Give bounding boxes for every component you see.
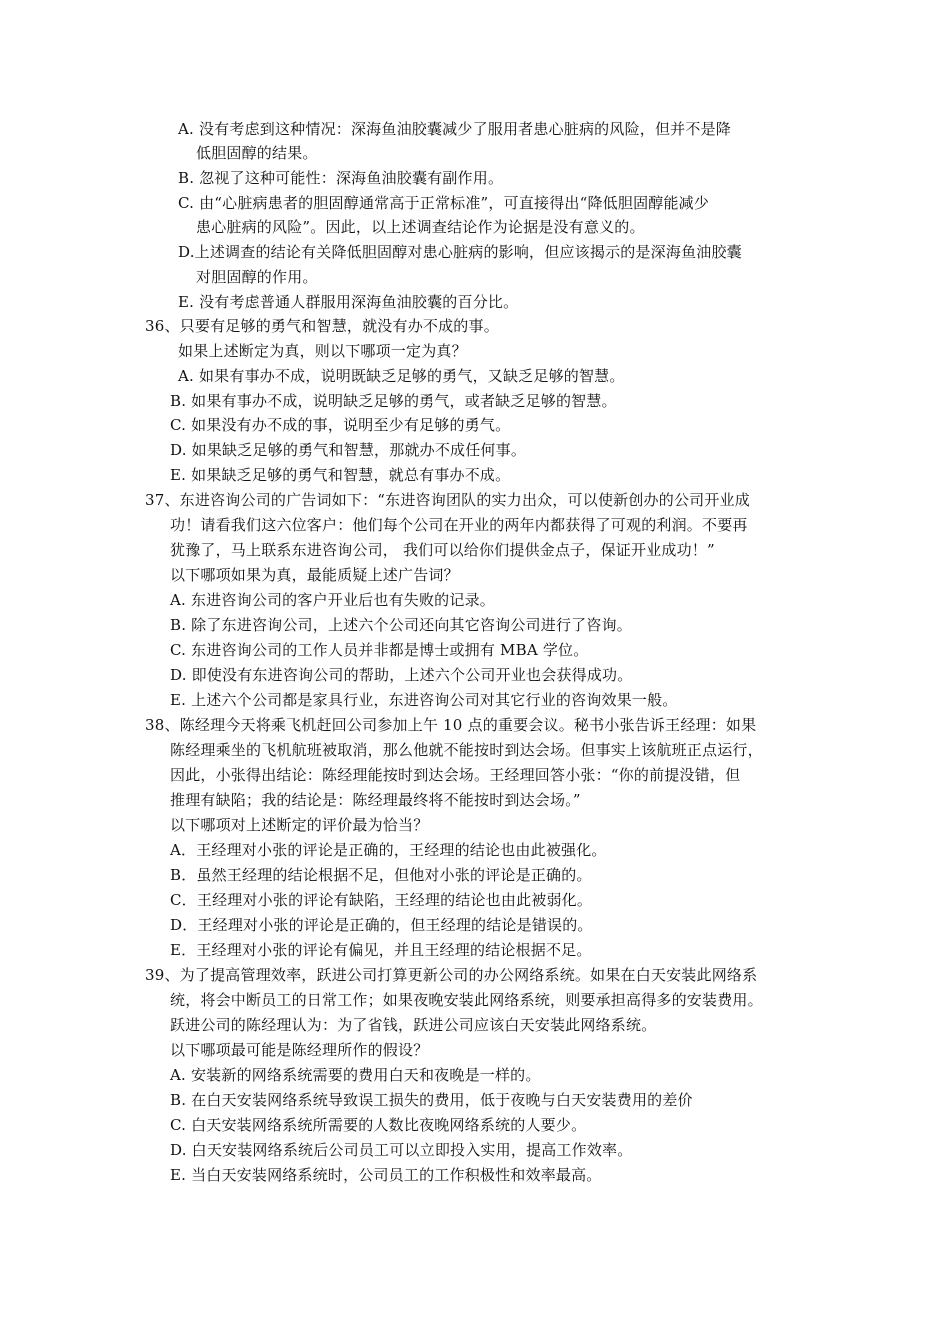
option-a: A. 安装新的网络系统需要的费用白天和夜晚是一样的。 [170,1066,541,1084]
option-a: A．王经理对小张的评论是正确的，王经理的结论也由此被强化。 [170,841,607,859]
question-stem-line-3: 因此，小张得出结论：陈经理能按时到达会场。王经理回答小张：“你的前提没错，但 [170,766,741,784]
question-prompt: 以下哪项最可能是陈经理所作的假设？ [170,1041,429,1059]
option-b: B. 如果有事办不成，说明缺乏足够的勇气，或者缺乏足够的智慧。 [170,392,617,410]
option-c: C. 由“心脏病患者的胆固醇通常高于正常标准”，可直接得出“降低胆固醇能减少 [178,194,710,212]
option-a: A. 如果有事办不成，说明既缺乏足够的勇气，又缺乏足够的智慧。 [178,367,625,385]
option-d: D. 如果缺乏足够的勇气和智慧，那就办不成任何事。 [170,441,527,459]
option-c: C. 东进咨询公司的工作人员并非都是博士或拥有 MBA 学位。 [170,641,589,659]
question-stem-line-2: 统，将会中断员工的日常工作；如果夜晚安装此网络系统，则要承担高得多的安装费用。 [170,991,763,1009]
option-c: C. 白天安装网络系统所需要的人数比夜晚网络系统的人要少。 [170,1116,587,1134]
option-c-continued: 患心脏病的风险”。因此，以上述调查结论作为论据是没有意义的。 [196,218,645,236]
question-stem-line-3: 犹豫了，马上联系东进咨询公司， 我们可以给你们提供金点子，保证开业成功！” [170,541,715,559]
question-stem-line-2: 功！请看我们这六位客户：他们每个公司在开业的两年内都获得了可观的利润。不要再 [170,516,748,534]
question-prompt: 以下哪项对上述断定的评价最为恰当？ [170,816,429,834]
option-c: C．王经理对小张的评论有缺陷，王经理的结论也由此被弱化。 [170,891,593,909]
option-a: A. 没有考虑到这种情况：深海鱼油胶囊减少了服用者患心脏病的风险，但并不是降 [178,120,731,138]
option-b: B. 忽视了这种可能性：深海鱼油胶囊有副作用。 [178,169,504,187]
option-a-continued: 低胆固醇的结果。 [196,144,318,162]
question-prompt: 以下哪项如果为真，最能质疑上述广告词？ [170,566,459,584]
option-b: B. 除了东进咨询公司，上述六个公司还向其它咨询公司进行了咨询。 [170,616,632,634]
question-stem-line-3: 跃进公司的陈经理认为：为了省钱，跃进公司应该白天安装此网络系统。 [170,1016,657,1034]
option-b: B. 在白天安装网络系统导致误工损失的费用，低于夜晚与白天安装费用的差价 [170,1091,693,1109]
question-stem-line-1: 37、东进咨询公司的广告词如下：“东进咨询团队的实力出众，可以使新创办的公司开业成 [145,491,750,509]
question-stem: 36、只要有足够的勇气和智慧，就没有办不成的事。 [145,317,499,335]
option-a: A. 东进咨询公司的客户开业后也有失败的记录。 [170,591,495,609]
option-e: E. 没有考虑普通人群服用深海鱼油胶囊的百分比。 [178,293,519,311]
option-d-continued: 对胆固醇的作用。 [196,268,318,286]
option-e: E. 如果缺乏足够的勇气和智慧，就总有事办不成。 [170,466,511,484]
question-prompt: 如果上述断定为真，则以下哪项一定为真？ [178,342,467,360]
question-stem-line-1: 38、陈经理今天将乘飞机赶回公司参加上午 10 点的重要会议。秘书小张告诉王经理：如果 [145,716,757,734]
option-d: D.上述调查的结论有关降低胆固醇对患心脏病的影响，但应该揭示的是深海鱼油胶囊 [178,243,742,261]
option-d: D. 白天安装网络系统后公司员工可以立即投入实用，提高工作效率。 [170,1141,633,1159]
option-e: E. 上述六个公司都是家具行业，东进咨询公司对其它行业的咨询效果一般。 [170,691,678,709]
option-e: E．王经理对小张的评论有偏见，并且王经理的结论根据不足。 [170,941,592,959]
option-b: B．虽然王经理的结论根据不足，但他对小张的评论是正确的。 [170,866,592,884]
option-d: D. 即使没有东进咨询公司的帮助，上述六个公司开业也会获得成功。 [170,666,633,684]
option-e: E. 当白天安装网络系统时，公司员工的工作积极性和效率最高。 [170,1166,602,1184]
question-stem-line-2: 陈经理乘坐的飞机航班被取消，那么他就不能按时到达会场。但事实上该航班正点运行， [170,741,763,759]
option-c: C. 如果没有办不成的事，说明至少有足够的勇气。 [170,416,511,434]
option-d: D．王经理对小张的评论是正确的，但王经理的结论是错误的。 [170,916,593,934]
question-stem-line-1: 39、为了提高管理效率，跃进公司打算更新公司的办公网络系统。如果在白天安装此网络系 [145,966,758,984]
question-stem-line-4: 推理有缺陷；我的结论是：陈经理最终将不能按时到达会场。” [170,791,581,809]
